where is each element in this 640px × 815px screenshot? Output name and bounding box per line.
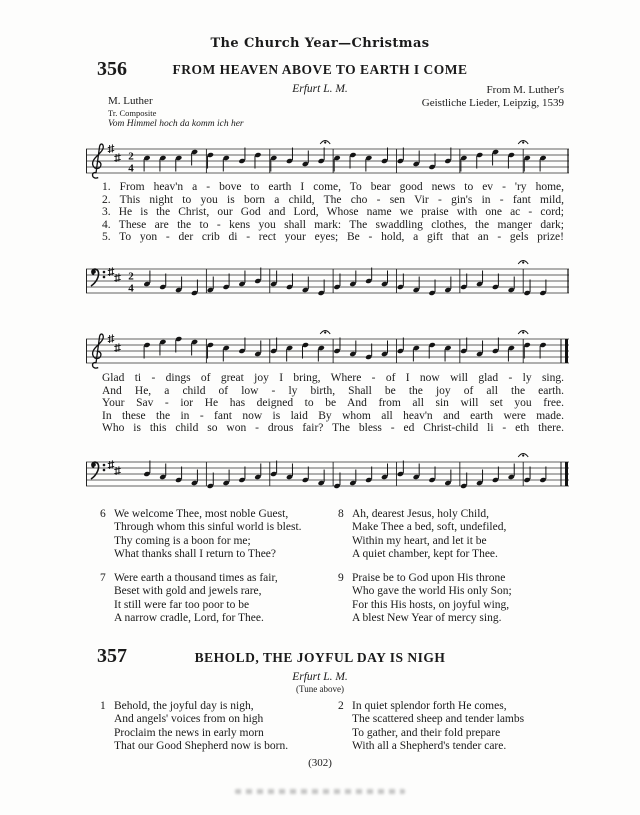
lyric-line-verse-2b: And He, a child of low - ly birth, Shall be the joy of all the earth. [102,384,564,397]
verse-line: Behold, the joyful day is nigh, [114,700,254,712]
verse-line: To gather, and their fold prepare [352,726,501,739]
verse-line: With all a Shepherd's tender care. [352,739,507,752]
source-line-2: Geistliche Lieder, Leipzig, 1539 [421,96,564,109]
source-attribution [422,84,564,109]
verse-line: It still were far too poor to be [114,598,250,611]
verse-line: Thy coming is a boon for me; [114,534,251,547]
verse-line: Were earth a thousand times as fair, [114,572,278,584]
verse-line: In quiet splendor forth He comes, [352,700,507,712]
verse-line: Make Thee a bed, soft, undefiled, [352,521,507,534]
verse-line: Praise be to God upon His throne [352,572,506,584]
verse-line: Who gave the world His only Son; [352,585,512,598]
verse-line: Proclaim the news in early morn [114,726,264,739]
lyric-line-verse-2: 2. This night to you is born a child, The cho - sen Vir - gin's in - fant mild, [102,193,564,206]
music-staff-bass-system-1 [85,255,570,303]
verse-text [114,508,302,561]
verse-text [114,572,278,625]
scan-artifact [235,789,405,794]
hymn-number-356: 356 [97,58,127,80]
verse-line: Ah, dearest Jesus, holy Child, [352,508,490,520]
verse-text [352,572,512,625]
verse-line: For this His hosts, on joyful wing, [352,598,510,611]
verse-line: Beset with gold and jewels rare, [114,585,262,598]
verse-number: 2 [338,700,344,712]
verse-number: 9 [338,572,344,584]
page-number: (302) [308,757,332,769]
verse-number: 1 [100,700,106,712]
tune-name-357: Erfurt L. M. [292,671,348,683]
verse-7 [100,572,332,625]
verse-text [352,700,524,753]
verse-line: The scattered sheep and tender lambs [352,713,525,726]
music-staff-treble-system-2 [85,325,570,373]
lyric-line-verse-4b: In these the in - fant now is laid By whom all heav'n and earth were made. [102,409,564,422]
verse-number: 8 [338,508,344,520]
hymn-title-356: FROM HEAVEN ABOVE TO EARTH I COME [172,62,468,77]
verse-line: What thanks shall I return to Thee? [114,547,277,560]
verse-line: Within my heart, and let it be [352,534,487,547]
svg-text:4: 4 [128,162,134,175]
lyric-line-verse-1: 1. From heav'n a - bove to earth I come, To bear good news to ev - 'ry home, [102,181,564,193]
verse-9 [338,572,570,625]
hymn-number-357: 357 [97,645,127,667]
verse-line: That our Good Shepherd now is born. [114,739,289,752]
hymn357-verse-1 [100,700,332,753]
author-name: M. Luther [108,95,153,107]
verse-line: A quiet chamber, kept for Thee. [352,547,498,560]
hymn357-verse-2 [338,700,570,753]
running-head: The Church Year—Christmas [210,36,430,51]
music-lyrics-system-1 [102,181,564,244]
verse-line: Through whom this sinful world is blest. [114,521,302,534]
source-line-1: From M. Luther's [486,84,564,96]
translator-credit: Tr. Composite [108,107,157,118]
lyric-line-verse-3: 3. He is the Christ, our God and Lord, Whose name we praise with one ac - cord; [102,206,564,219]
verse-line: A narrow cradle, Lord, for Thee. [114,611,264,624]
tune-note: (Tune above) [296,684,344,694]
verse-text [352,508,506,561]
music-staff-bass-system-2 [85,448,570,496]
hymn-title-357: BEHOLD, THE JOYFUL DAY IS NIGH [194,650,446,665]
verse-line: And angels' voices from on high [114,713,264,726]
verse-number: 6 [100,508,106,520]
svg-text:2: 2 [128,270,134,283]
svg-text:4: 4 [128,282,134,295]
verse-line: A blest New Year of mercy sing. [352,611,502,624]
verse-8 [338,508,570,561]
lyric-line-verse-5: 5. To yon - der crib di - rect your eyes; Be - hold, a gift that an - gels prize! [102,231,564,244]
author-attribution [108,96,244,131]
music-lyrics-system-2 [102,372,564,435]
lyric-line-verse-3b: Your Sav - ior He has deigned to be And from all sin will set you free. [102,397,564,410]
tune-name-356: Erfurt L. M. [292,83,348,95]
svg-text:2: 2 [128,150,134,163]
verse-text [114,700,288,753]
verse-6 [100,508,332,561]
lyric-line-verse-5b: Who is this child so won - drous fair? The bless - ed Christ-child li - eth there. [102,422,564,435]
lyric-line-verse-4: 4. These are the to - kens you shall mark: The swaddling clothes, the manger dark; [102,218,564,231]
music-staff-treble-system-1 [85,135,570,183]
verse-line: We welcome Thee, most noble Guest, [114,508,289,520]
lyric-line-verse-1b: Glad ti - dings of great joy I bring, Where - of I now will glad - ly sing. [102,372,564,384]
verse-number: 7 [100,572,106,584]
original-german-title: Vom Himmel hoch da komm ich her [108,119,244,129]
